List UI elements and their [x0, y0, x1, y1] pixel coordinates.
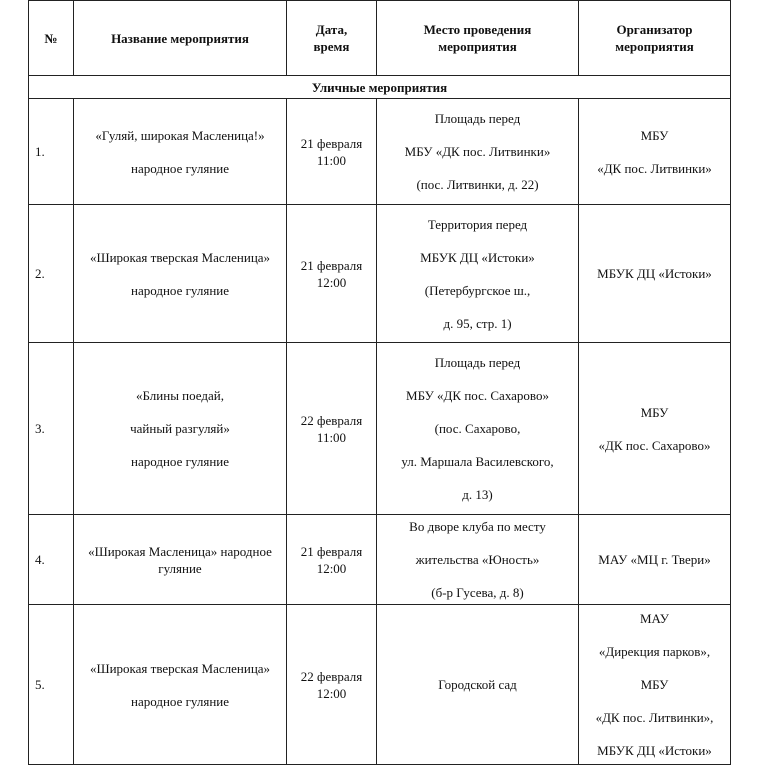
table-row [29, 605, 731, 765]
event-name: «Широкая тверская Масленица» народное гуляние [74, 605, 287, 765]
event-datetime: 21 февраля 12:00 [287, 515, 377, 605]
row-number: 2. [29, 205, 74, 343]
event-place: Площадь перед МБУ «ДК пос. Сахарово» (пос. Сахарово, ул. Маршала Василевского, д. 13) [377, 343, 579, 515]
event-organizer: МАУ «Дирекция парков», МБУ «ДК пос. Литвинки», МБУК ДЦ «Истоки» [579, 605, 731, 765]
event-place: Площадь перед МБУ «ДК пос. Литвинки» (пос. Литвинки, д. 22) [377, 99, 579, 205]
header-num: № [29, 1, 74, 76]
table-row [29, 99, 731, 205]
table-row [29, 205, 731, 343]
header-place: Место проведения мероприятия [377, 1, 579, 76]
table-row [29, 343, 731, 515]
event-datetime: 22 февраля 11:00 [287, 343, 377, 515]
event-place: Территория перед МБУК ДЦ «Истоки» (Петербургское ш., д. 95, стр. 1) [377, 205, 579, 343]
events-table [28, 0, 731, 765]
event-datetime: 21 февраля 12:00 [287, 205, 377, 343]
event-place: Городской сад [377, 605, 579, 765]
row-number: 3. [29, 343, 74, 515]
row-number: 4. [29, 515, 74, 605]
event-organizer: МБУК ДЦ «Истоки» [579, 205, 731, 343]
header-date: Дата, время [287, 1, 377, 76]
header-name: Название мероприятия [74, 1, 287, 76]
row-number: 1. [29, 99, 74, 205]
header-row [29, 1, 731, 76]
event-name: «Блины поедай, чайный разгуляй» народное гуляние [74, 343, 287, 515]
event-organizer: МАУ «МЦ г. Твери» [579, 515, 731, 605]
event-name: «Широкая тверская Масленица» народное гуляние [74, 205, 287, 343]
section-row [29, 76, 731, 99]
event-name: «Гуляй, широкая Масленица!» народное гуляние [74, 99, 287, 205]
event-datetime: 22 февраля 12:00 [287, 605, 377, 765]
section-title: Уличные мероприятия [29, 76, 731, 99]
row-number: 5. [29, 605, 74, 765]
event-datetime: 21 февраля 11:00 [287, 99, 377, 205]
event-name: «Широкая Масленица» народное гуляние [74, 515, 287, 605]
event-organizer: МБУ «ДК пос. Сахарово» [579, 343, 731, 515]
event-organizer: МБУ «ДК пос. Литвинки» [579, 99, 731, 205]
header-organizer: Организатор мероприятия [579, 1, 731, 76]
table-row [29, 515, 731, 605]
event-place: Во дворе клуба по месту жительства «Юность» (б-р Гусева, д. 8) [377, 515, 579, 605]
